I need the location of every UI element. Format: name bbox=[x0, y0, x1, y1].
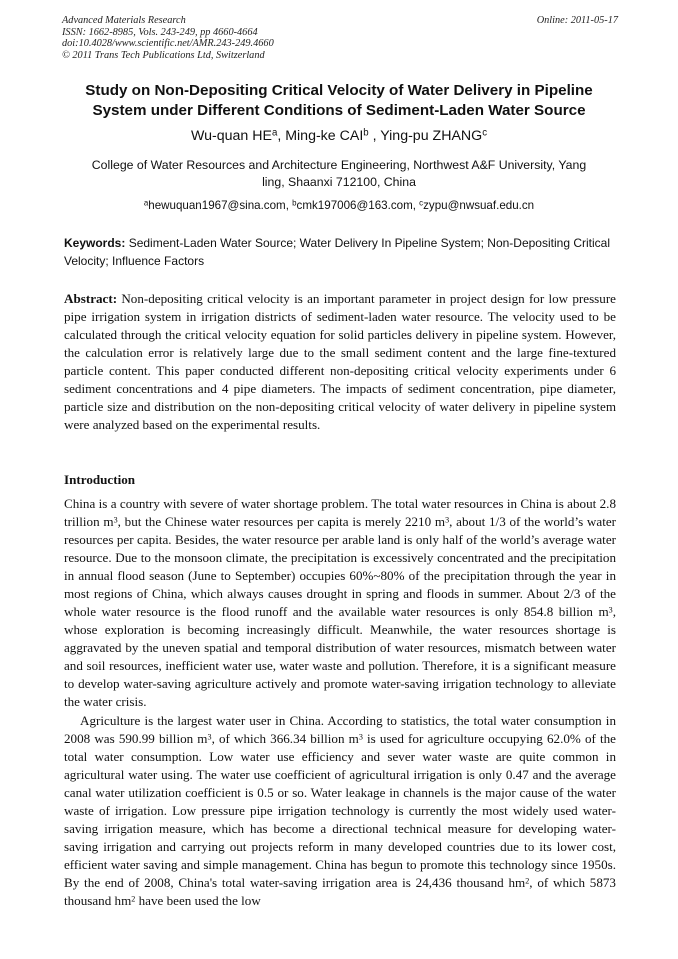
email-a-sup: a bbox=[143, 198, 149, 208]
affiliation bbox=[70, 157, 608, 191]
journal-header bbox=[62, 15, 618, 61]
author-sep-2: , bbox=[368, 128, 381, 144]
intro-paragraph-1 bbox=[64, 495, 616, 711]
author-2: Ming-ke CAI bbox=[285, 128, 364, 144]
title-line-2: System under Different Conditions of Sediment-Laden Water Source bbox=[92, 102, 586, 119]
email-a[interactable]: hewuquan1967@sina.com, bbox=[148, 199, 293, 212]
doi-line: doi:10.4028/www.scientific.net/AMR.243-249.4660 bbox=[62, 38, 274, 50]
paper-title bbox=[40, 81, 638, 121]
p1-text-4: , whose exploration is becoming increasingly difficult. Meanwhile, the water resources shortage is aggravated by the uneven spatial and temporal distribution of water resources, mismatch between water and soil resources, inefficient water use, water waste and pollution. Therefore, it is a significant measure to develop water-saving agriculture actively and promote water-saving irrigation technology to alleviate the water crisis. bbox=[64, 604, 616, 709]
p1-text-2: , but the Chinese water resources per capita is merely 2210 m bbox=[117, 514, 446, 529]
affiliation-line-2: ling, Shaanxi 712100, China bbox=[262, 175, 416, 189]
keywords-label: Keywords: bbox=[64, 236, 126, 250]
journal-name: Advanced Materials Research bbox=[62, 15, 186, 26]
introduction-heading: Introduction bbox=[64, 472, 136, 487]
p1-text-1: China is a country with severe of water shortage problem. The total water resources in China is about 2.8 trillion m bbox=[64, 496, 616, 529]
p2-sup-3: 2 bbox=[525, 876, 530, 886]
p2-sup-2: 3 bbox=[358, 732, 363, 742]
p2-text-3: is used for agriculture occupying 62.0% of the total water consumption. Low water use efficiency and sever water waste are quite common in agricultural water using. The water use coefficient of agricultural irrigation is only 0.47 and the average canal water utilization coefficient is 0.5 or so. Water leakage in channels is the major cause of the water waste of irrigation. Low pressure pipe irrigation technology is currently the most widely used water-saving irrigation measure, which has become a directional technical measure for developing water-saving irrigation and carrying out projects reform in many developed countries due to its lower cost, efficient water saving and simple management. China has begun to promote this technology since 1950s. By the end of 2008, China's total water-saving irrigation area is 24,436 thousand hm bbox=[64, 731, 616, 890]
intro-paragraph-2 bbox=[64, 712, 616, 910]
p2-text-1: Agriculture is the largest water user in China. According to statistics, the total water consumption in 2008 was 590.99 billion m bbox=[64, 713, 616, 746]
p2-text-2: , of which 366.34 billion m bbox=[211, 731, 359, 746]
author-1-sup: a bbox=[271, 127, 278, 139]
author-3-sup: c bbox=[482, 127, 488, 139]
abstract-section bbox=[64, 290, 616, 434]
p1-sup-3: 3 bbox=[608, 605, 613, 615]
p1-sup-2: 3 bbox=[445, 515, 450, 525]
p1-text-3: , about 1/3 of the world’s water resources per capita. Besides, the water resource per arable land is only half of the world’s average water resource. Due to the monsoon climate, the precipitation is excessively concentrated and the precipitation in annual flood season (June to September) occupies 60%~80% of the precipitation through the year in most regions of China, which always causes drought in spring and floods in summer. About 2/3 of the whole water resource is the flood runoff and the available water resources is only 854.8 billion m bbox=[64, 514, 617, 619]
email-b[interactable]: cmk197006@163.com, bbox=[296, 199, 420, 212]
copyright-line: © 2011 Trans Tech Publications Ltd, Switzerland bbox=[62, 49, 265, 61]
abstract-text: Non-depositing critical velocity is an important parameter in project design for low pressure pipe irrigation system in irrigation districts of sediment-laden water resource. The velocity used to be calculated through the critical velocity equation for solid particles delivery in pipeline system. However, the calculation error is relatively large due to the small sediment content and the large fine-textured particle content. This paper conducted different non-depositing critical velocity experiments under 6 sediment concentrations and 4 pipe diameters. The impacts of sediment concentration, pipe diameter, particle size and distribution on the non-depositing critical velocity of water delivery in pipeline system were analyzed based on the experimental results. bbox=[64, 291, 616, 432]
abstract-label: Abstract: bbox=[64, 291, 118, 306]
p1-sup-1: 3 bbox=[113, 515, 118, 525]
p2-text-5: have been used the low bbox=[135, 893, 261, 908]
email-c-sup: c bbox=[419, 198, 424, 208]
p2-sup-1: 3 bbox=[207, 732, 212, 742]
author-2-sup: b bbox=[363, 127, 369, 139]
keywords-text: Sediment-Laden Water Source; Water Delivery In Pipeline System; Non-Depositing Critical Velocity; Influence Factors bbox=[64, 236, 610, 268]
author-list bbox=[40, 127, 638, 145]
author-3: Ying-pu ZHANG bbox=[380, 128, 483, 144]
author-1: Wu-quan HE bbox=[190, 128, 272, 144]
email-b-sup: b bbox=[292, 198, 297, 208]
title-line-1: Study on Non-Depositing Critical Velocity of Water Delivery in Pipeline bbox=[85, 82, 593, 99]
issn-line: ISSN: 1662-8985, Vols. 243-249, pp 4660-4664 bbox=[62, 26, 258, 38]
affiliation-line-1: College of Water Resources and Architecture Engineering, Northwest A&F University, Yang bbox=[91, 158, 587, 172]
p2-text-4: , of which 5873 thousand hm bbox=[64, 875, 616, 908]
author-emails bbox=[40, 198, 638, 214]
email-c[interactable]: zypu@nwsuaf.edu.cn bbox=[423, 199, 535, 212]
keywords-section bbox=[64, 234, 616, 270]
p2-sup-4: 2 bbox=[131, 894, 136, 904]
online-date: Online: 2011-05-17 bbox=[536, 15, 618, 26]
author-sep-1: , bbox=[277, 128, 286, 144]
